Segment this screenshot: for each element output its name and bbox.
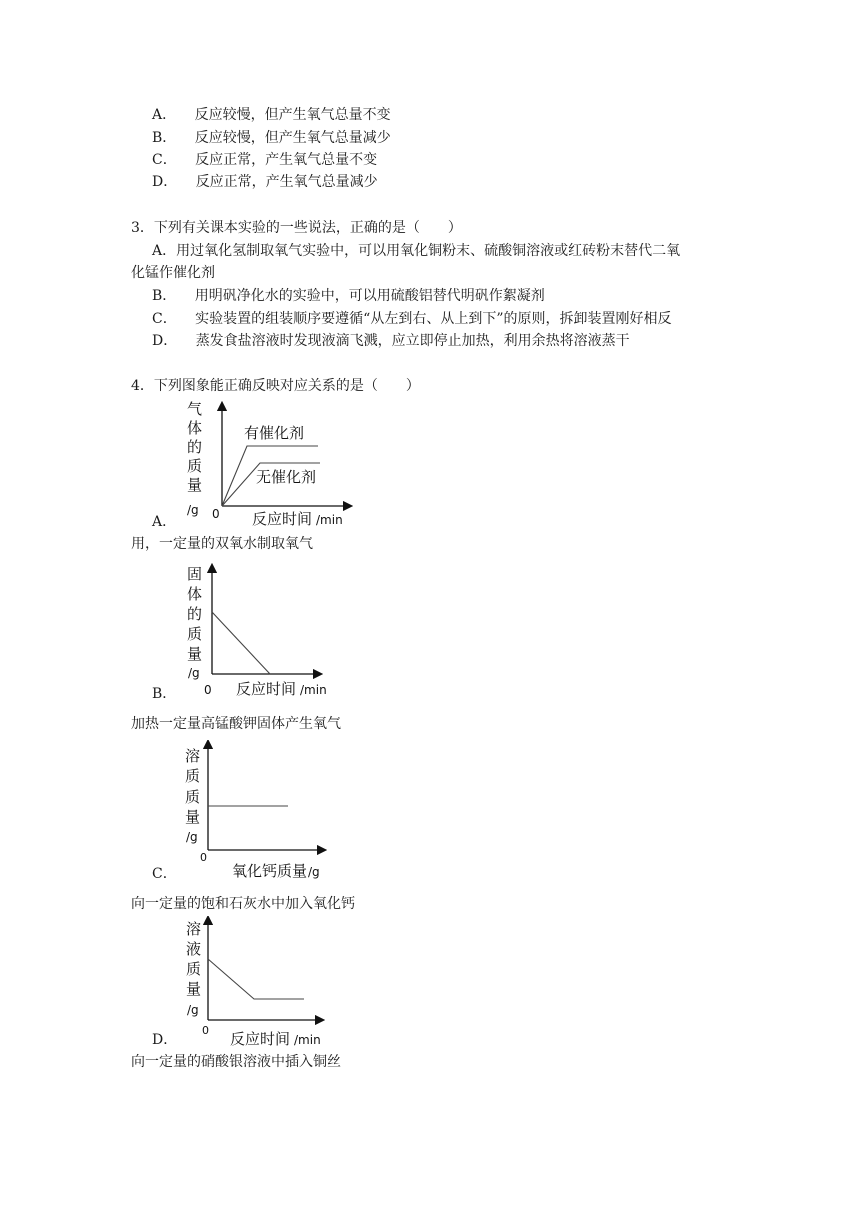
y-label-char: 溶 (185, 747, 201, 765)
option-text: 反应较慢，但产生氧气总量减少 (194, 130, 391, 146)
x-unit: /min (294, 1033, 321, 1047)
y-label-char: 气 (187, 400, 203, 418)
graph-b-caption: 加热一定量高锰酸钾固体产生氧气 (131, 716, 341, 732)
q2-option-d (152, 172, 378, 192)
curve-label-without: 无催化剂 (256, 468, 317, 486)
q3-stem: 3．下列有关课本实验的一些说法，正确的是（ ） (131, 220, 462, 236)
y-unit: /g (187, 1003, 199, 1017)
graph-d-letter: D． (152, 1032, 178, 1048)
y-label-char: 体 (187, 585, 203, 603)
y-unit: /g (187, 503, 199, 517)
curve-solid-mass (212, 612, 270, 674)
curve-label-with: 有催化剂 (244, 424, 305, 442)
y-label-char: 质 (185, 788, 201, 806)
option-letter: C． (152, 311, 177, 327)
graph-d-caption: 向一定量的硝酸银溶液中插入铜丝 (131, 1054, 341, 1070)
x-label: 反应时间 (252, 510, 313, 528)
graph-a-caption: 用，一定量的双氧水制取氧气 (131, 536, 313, 552)
graph-c-caption: 向一定量的饱和石灰水中加入氧化钙 (131, 896, 355, 912)
option-text: 反应正常，产生氧气总量不变 (195, 152, 378, 168)
y-unit: /g (188, 666, 200, 680)
graph-c-letter: C． (152, 866, 177, 882)
graph-b (180, 562, 360, 702)
option-text: 实验装置的组装顺序要遵循“从左到右、从上到下”的原则，拆卸装置刚好相反 (195, 311, 672, 327)
q3-option-a-line1: A．用过氧化氢制取氧气实验中，可以用氧化铜粉末、硫酸铜溶液或红砖粉末替代二氧 (152, 243, 681, 259)
y-unit: /g (186, 830, 198, 844)
option-text: 用明矾净化水的实验中，可以用硫酸铝替代明矾作絮凝剂 (194, 288, 545, 304)
option-letter: A． (152, 107, 177, 123)
y-label-char: 体 (187, 419, 203, 437)
graph-c (180, 740, 340, 884)
y-label-char: 质 (187, 625, 203, 643)
origin-label: 0 (202, 1024, 209, 1037)
x-label: 反应时间 (230, 1030, 291, 1048)
y-label-char: 溶 (186, 920, 202, 938)
x-label: 氧化钙质量 (232, 862, 308, 880)
q2-option-b (152, 128, 391, 148)
y-label-char: 的 (187, 605, 203, 623)
option-text: 反应较慢，但产生氧气总量不变 (194, 107, 391, 123)
q4-stem: 4．下列图象能正确反映对应关系的是（ ） (131, 378, 420, 394)
q2-option-c (152, 150, 377, 170)
y-label-char: 量 (187, 476, 203, 494)
y-label-char: 质 (187, 457, 203, 475)
y-label-char: 液 (186, 940, 202, 958)
graph-d (180, 916, 340, 1050)
y-label-char: 固 (187, 565, 203, 583)
origin-label: 0 (200, 851, 207, 864)
y-label-char: 量 (185, 808, 201, 826)
option-letter: C． (152, 152, 177, 168)
y-label-char: 的 (187, 438, 203, 456)
graph-a (180, 398, 360, 530)
q2-option-a (152, 105, 391, 125)
option-text: 蒸发食盐溶液时发现液滴飞溅，应立即停止加热，利用余热将溶液蒸干 (195, 333, 630, 349)
y-label-char: 量 (186, 980, 202, 998)
option-text: 反应正常，产生氧气总量减少 (195, 174, 378, 190)
graph-b-letter: B． (152, 686, 177, 702)
x-unit: /g (308, 865, 320, 879)
y-label-char: 质 (186, 960, 202, 978)
x-unit: /min (316, 513, 343, 527)
origin-label: 0 (212, 507, 220, 521)
x-label: 反应时间 (236, 680, 297, 698)
option-letter: D． (152, 333, 178, 349)
origin-label: 0 (204, 683, 212, 697)
option-letter: D． (152, 174, 178, 190)
q3-option-a-line2: 化锰作催化剂 (131, 265, 215, 281)
q3-option-b (152, 286, 545, 306)
x-unit: /min (300, 683, 327, 697)
curve-solution-mass (208, 959, 304, 999)
option-letter: B． (152, 130, 177, 146)
y-label-char: 量 (187, 645, 203, 663)
y-label-char: 质 (185, 767, 201, 785)
graph-a-letter: A． (152, 514, 177, 530)
q3-option-c (152, 309, 671, 329)
option-letter: B． (152, 288, 177, 304)
q3-option-d (152, 331, 630, 351)
